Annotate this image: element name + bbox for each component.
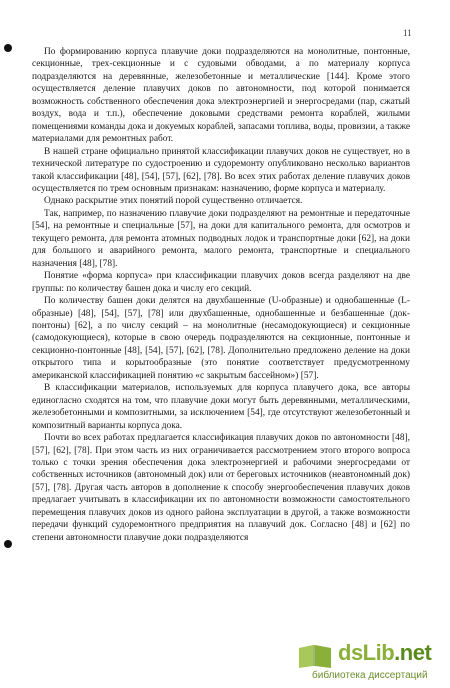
paragraph-by-purpose: Так, например, по назначению плавучие доки подразделяют на ремонтные и передаточные [54], на ремонтные и специальные [57], на доки для капитального ремонта, для осмотров и текущего ремонта, для ремонта атомных подводных лодок и транспортные доки [62], на доки для большого и аварийного ремонта, малого ремонта, транспортные и специального назначения [48], [78]. xyxy=(32,208,410,269)
punch-hole-bottom xyxy=(4,540,12,548)
punch-hole-top xyxy=(4,44,12,52)
document-body xyxy=(32,46,410,544)
paragraph-autonomy: Почти во всех работах предлагается классификация плавучих доков по автономности [48], [57], [62], [78]. При этом часть из них ограничивается рассмотрением этого второго вопроса только с точки зрения обеспечения дока электроэнергией и рабочими энергосредами от собственных источников (автономный док) или от береговых источников (неавтономный док) [57], [78]. Другая часть авторов в дополнение к способу энергообеспечения плавучих доков предлагает учитывать в классификации их по автономности возможности самостоятельного перемещения плавучих доков из одного района эксплуатации в другой, а также возможности передачи функций судоремонтного предприятия на плавучий док. Согласно [48] и [62] по степени автономности плавучие доки подразделяются xyxy=(32,433,410,543)
paragraph-no-official-classification: В нашей стране официально принятой классификации плавучих доков не существует, но в технической литературе по судостроению и судоремонту опубликовано несколько вариантов такой классификации [48], [54], [57], [62], [78]. Во всех этих работах деление плавучих доков осуществляется по трем основным признакам: назначению, форме корпуса и материалу. xyxy=(32,146,410,194)
paragraph-hull-form: Понятие «форма корпуса» при классификации плавучих доков всегда разделяют на две группы: по количеству башен дока и числу его секций. xyxy=(32,271,410,294)
dslib-watermark xyxy=(296,640,446,686)
paragraph-hull-formation: По формированию корпуса плавучие доки подразделяются на монолитные, понтонные, секционные, трех-секционные и с судовыми обводами, а по материалу корпуса подразделяются на деревянные, железобетонные и металлические [144]. Кроме этого осуществляется деление плавучих доков по автономности, под которой понимается возможность собственного обеспечения дока электроэнергией и энергосредами (пар, сжатый воздух, вода и т.п.), обеспечение доковыми средствами ремонта кораблей, жилыми помещениями команды дока и докуемых кораблей, запасами топлива, воды, провизии, а также материалами для ремонтных работ. xyxy=(32,47,410,145)
paragraph-materials: В классификации материалов, используемых для корпуса плавучего дока, все авторы единогласно сходятся на том, что плавучие доки могут быть деревянными, металлическими, железобетонными и композитными, за исключением [54], где отсутствуют железобетонный и композитный варианты корпуса дока. xyxy=(32,383,410,431)
book-icon xyxy=(296,642,334,670)
paragraph-towers-sections: По количеству башен доки делятся на двухбашенные (U-образные) и однобашенные (L-образные) [48], [54], [57], [78] или двухбашенные, однобашенные и безбашенные (док-понтоны) [62], а по числу секций – на монолитные (несамодокующиеся) и секционные (самодокующиеся), которые в свою очередь подразделяются на секционные, понтонные и секционно-понтонные [48], [54], [57], [62], [78]. Дополнительно предложено деление на доки открытого типа и корытообразные (это понятие соответствует предусмотренному американской классификацией понятию «с закрытым бассейном») [57]. xyxy=(32,296,410,381)
page-number: 11 xyxy=(403,28,412,38)
paragraph-concepts-differ: Однако раскрытие этих понятий порой существенно отличается. xyxy=(44,196,303,207)
watermark-tagline: библиотека диссертаций xyxy=(312,670,428,681)
watermark-logo-text: dsLib.net xyxy=(338,640,432,665)
